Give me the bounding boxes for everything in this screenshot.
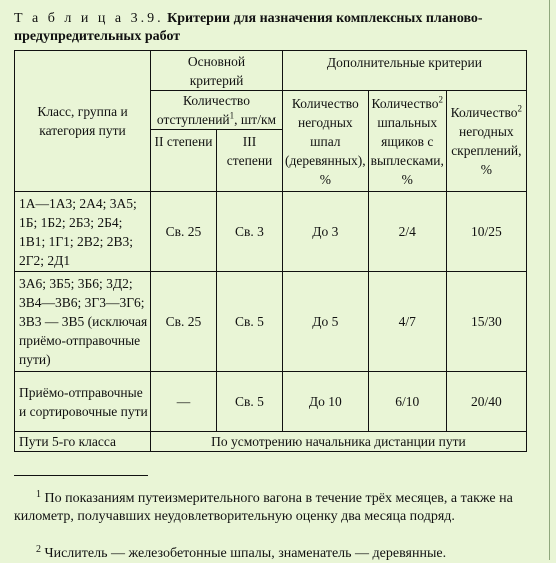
criteria-table xyxy=(14,50,527,452)
footnote-2-number: 2 xyxy=(36,544,41,555)
header-deviation-count-unit: , шт/км xyxy=(234,112,277,127)
footnote-2-text: Числитель — железобетонные шпалы, знаменатель — деревянные. xyxy=(44,546,447,561)
header-additional-criteria: Дополнительные критерии xyxy=(283,51,527,91)
row-1-degree-2: Св. 25 xyxy=(151,192,217,272)
header-bad-fasteners-text: Количество xyxy=(450,105,518,120)
footnote-divider xyxy=(14,475,148,476)
row-2-sleeper-boxes: 4/7 xyxy=(368,272,446,372)
footnote-ref-2a: 2 xyxy=(438,94,443,104)
header-degree-2: II степени xyxy=(151,130,217,192)
header-deviation-count xyxy=(151,91,283,130)
row-2-degree-3: Св. 5 xyxy=(217,272,283,372)
row-1-sleeper-boxes: 2/4 xyxy=(368,192,446,272)
row-2-bad-sleepers: До 5 xyxy=(283,272,369,372)
row-2-degree-2: Св. 25 xyxy=(151,272,217,372)
row-3-bad-sleepers: До 10 xyxy=(283,372,369,432)
table-row xyxy=(15,432,527,452)
table-label: Т а б л и ц а 3.9. xyxy=(14,11,164,26)
row-3-sleeper-boxes: 6/10 xyxy=(368,372,446,432)
header-bad-fasteners-rest: негодных скреплений, % xyxy=(451,124,522,177)
row-2-class: 3А6; 3Б5; 3Б6; 3Д2; 3В4—3В6; 3Г3—3Г6; 3В3 — 3В5 (исключая приёмо-отправочные пути) xyxy=(15,272,151,372)
header-sleeper-boxes xyxy=(368,91,446,192)
footnote-1-text: По показаниям путеизмерительного вагона в течение трёх месяцев, а также на километр, получавших неудовлетворительную оценку два месяца подряд. xyxy=(14,491,513,524)
footnote-ref-2b: 2 xyxy=(517,103,523,114)
row-1-bad-sleepers: До 3 xyxy=(283,192,369,272)
footnote-1-number: 1 xyxy=(36,489,41,500)
table-row xyxy=(15,272,527,372)
page-edge-rule xyxy=(549,0,550,560)
header-class-col: Класс, группа и категория пути xyxy=(15,51,151,192)
row-3-class: Приёмо-отправочные и сортировочные пути xyxy=(15,372,151,432)
header-sleeper-boxes-rest: шпальных ящиков с выплесками, % xyxy=(370,114,444,187)
row-3-degree-2: — xyxy=(151,372,217,432)
row-3-bad-fasteners: 20/40 xyxy=(446,372,526,432)
table-row xyxy=(15,372,527,432)
header-bad-fasteners xyxy=(446,91,526,192)
row-1-bad-fasteners: 10/25 xyxy=(446,192,526,272)
row-4-note: По усмотрению начальника дистанции пути xyxy=(151,432,527,452)
row-1-class: 1А—1А3; 2А4; 3А5; 1Б; 1Б2; 2Б3; 2Б4; 1В1; 1Г1; 2В2; 2В3; 2Г2; 2Д1 xyxy=(15,192,151,272)
header-sleeper-boxes-text: Количество xyxy=(371,95,439,111)
row-4-class: Пути 5-го класса xyxy=(15,432,151,452)
header-deviation-count-text: Количество отступлений xyxy=(156,93,250,127)
table-title: Критерии для назначения комплексных планово-предупредительных работ xyxy=(14,11,483,44)
footnote-ref-1: 1 xyxy=(229,110,235,121)
header-main-criterion: Основной критерий xyxy=(151,51,283,91)
table-row xyxy=(15,192,527,272)
table-caption xyxy=(14,10,534,46)
header-bad-sleepers: Количество негодных шпал (деревянных), % xyxy=(283,91,369,192)
header-degree-3: III степени xyxy=(217,130,283,192)
footnote-1 xyxy=(14,486,514,526)
row-3-degree-3: Св. 5 xyxy=(217,372,283,432)
row-2-bad-fasteners: 15/30 xyxy=(446,272,526,372)
row-1-degree-3: Св. 3 xyxy=(217,192,283,272)
